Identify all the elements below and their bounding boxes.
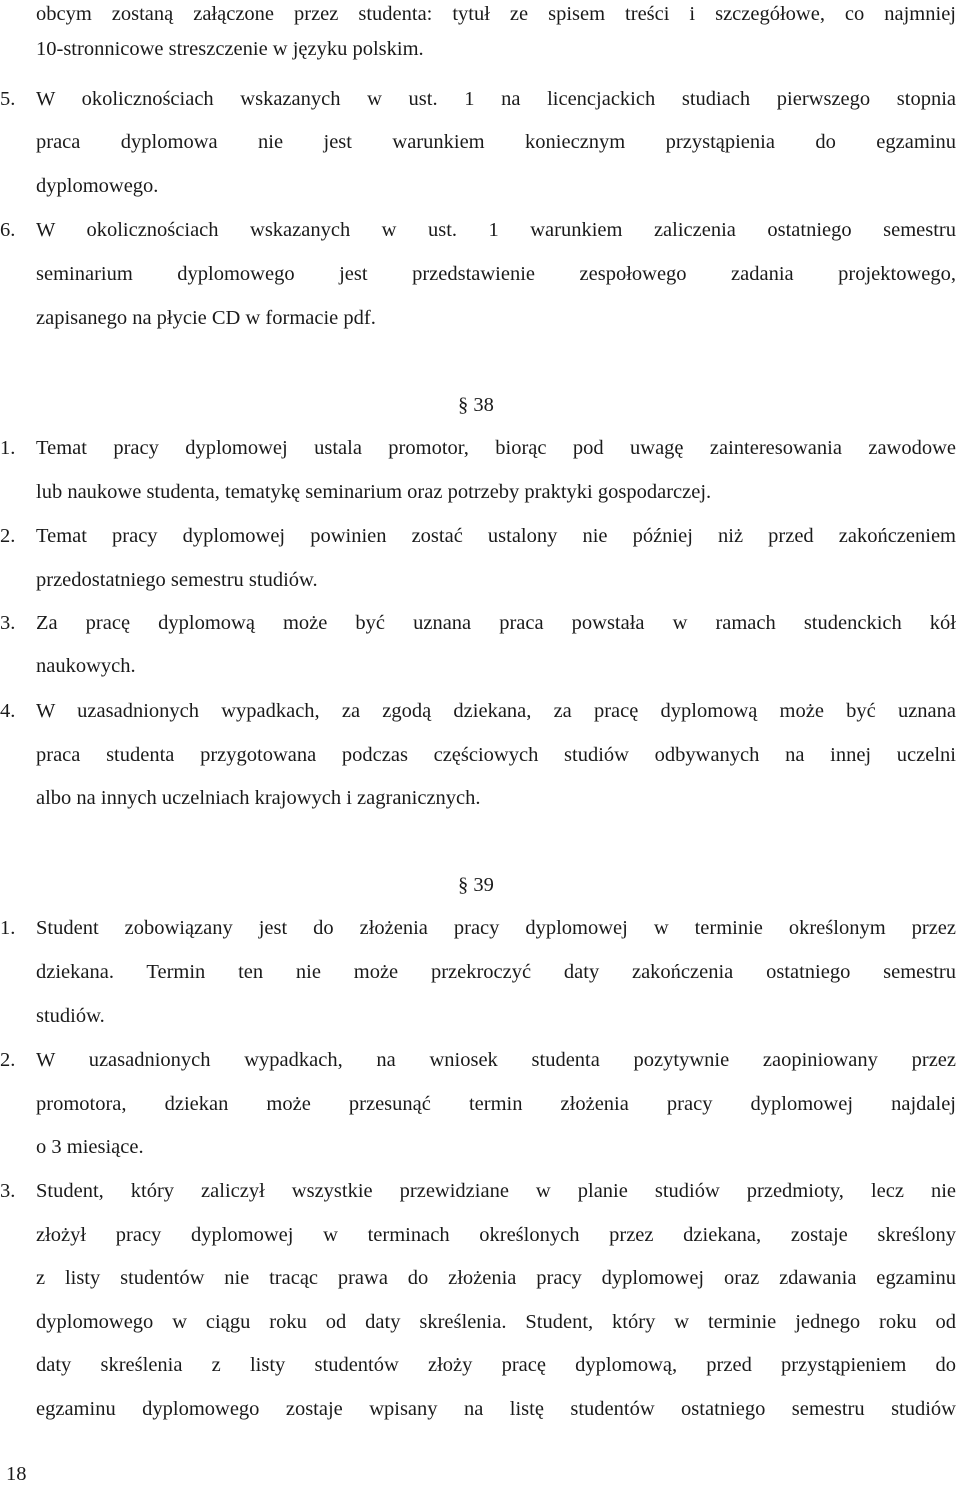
section-heading: § 39	[458, 874, 494, 896]
page-number: 18	[6, 1463, 27, 1485]
item-number: 4.	[0, 700, 16, 722]
item-number: 3.	[0, 1180, 16, 1202]
paragraph-line: Temat pracy dyplomowej ustala promotor, biorąc pod uwagę zainteresowania zawodowe	[36, 437, 956, 459]
section-heading: § 38	[458, 394, 494, 416]
paragraph-line: złożył pracy dyplomowej w terminach określonych przez dziekana, zostaje skreślony	[36, 1224, 956, 1246]
paragraph-line: dyplomowego.	[36, 175, 159, 197]
paragraph-line: W uzasadnionych wypadkach, na wniosek studenta pozytywnie zaopiniowany przez	[36, 1049, 956, 1071]
paragraph-line: Student, który zaliczył wszystkie przewidziane w planie studiów przedmioty, lecz nie	[36, 1180, 956, 1202]
paragraph-line: Temat pracy dyplomowej powinien zostać ustalony nie później niż przed zakończeniem	[36, 525, 956, 547]
paragraph-line: przedostatniego semestru studiów.	[36, 569, 318, 591]
paragraph-line: albo na innych uczelniach krajowych i zagranicznych.	[36, 787, 481, 809]
paragraph-line: praca studenta przygotowana podczas częściowych studiów odbywanych na innej uczelni	[36, 744, 956, 766]
paragraph-line: egzaminu dyplomowego zostaje wpisany na listę studentów ostatniego semestru studiów	[36, 1398, 956, 1420]
paragraph-line: 10-stronnicowe streszczenie w języku polskim.	[36, 38, 424, 60]
paragraph-line: lub naukowe studenta, tematykę seminarium oraz potrzeby praktyki gospodarczej.	[36, 481, 712, 503]
paragraph-line: dziekana. Termin ten nie może przekroczyć daty zakończenia ostatniego semestru	[36, 961, 956, 983]
paragraph-line: W okolicznościach wskazanych w ust. 1 warunkiem zaliczenia ostatniego semestru	[36, 219, 956, 241]
paragraph-line: Za pracę dyplomową może być uznana praca powstała w ramach studenckich kół	[36, 612, 956, 634]
paragraph-line: obcym zostaną załączone przez studenta: tytuł ze spisem treści i szczegółowe, co najmniej	[36, 3, 956, 25]
paragraph-line: dyplomowego w ciągu roku od daty skreślenia. Student, który w terminie jednego roku od	[36, 1311, 956, 1333]
paragraph-line: promotora, dziekan może przesunąć termin złożenia pracy dyplomowej najdalej	[36, 1093, 956, 1115]
paragraph-line: naukowych.	[36, 655, 136, 677]
paragraph-line: o 3 miesiące.	[36, 1136, 144, 1158]
item-number: 3.	[0, 612, 16, 634]
item-number: 1.	[0, 917, 16, 939]
paragraph-line: Student zobowiązany jest do złożenia pracy dyplomowej w terminie określonym przez	[36, 917, 956, 939]
paragraph-line: daty skreślenia z listy studentów złoży pracę dyplomową, przed przystąpieniem do	[36, 1354, 956, 1376]
paragraph-line: W okolicznościach wskazanych w ust. 1 na licencjackich studiach pierwszego stopnia	[36, 88, 956, 110]
paragraph-line: seminarium dyplomowego jest przedstawienie zespołowego zadania projektowego,	[36, 263, 956, 285]
paragraph-line: studiów.	[36, 1005, 105, 1027]
paragraph-line: z listy studentów nie tracąc prawa do złożenia pracy dyplomowej oraz zdawania egzaminu	[36, 1267, 956, 1289]
paragraph-line: W uzasadnionych wypadkach, za zgodą dziekana, za pracę dyplomową może być uznana	[36, 700, 956, 722]
paragraph-line: zapisanego na płycie CD w formacie pdf.	[36, 307, 376, 329]
paragraph-line: praca dyplomowa nie jest warunkiem koniecznym przystąpienia do egzaminu	[36, 131, 956, 153]
item-number: 2.	[0, 525, 16, 547]
item-number: 5.	[0, 88, 16, 110]
item-number: 2.	[0, 1049, 16, 1071]
item-number: 1.	[0, 437, 16, 459]
item-number: 6.	[0, 219, 16, 241]
